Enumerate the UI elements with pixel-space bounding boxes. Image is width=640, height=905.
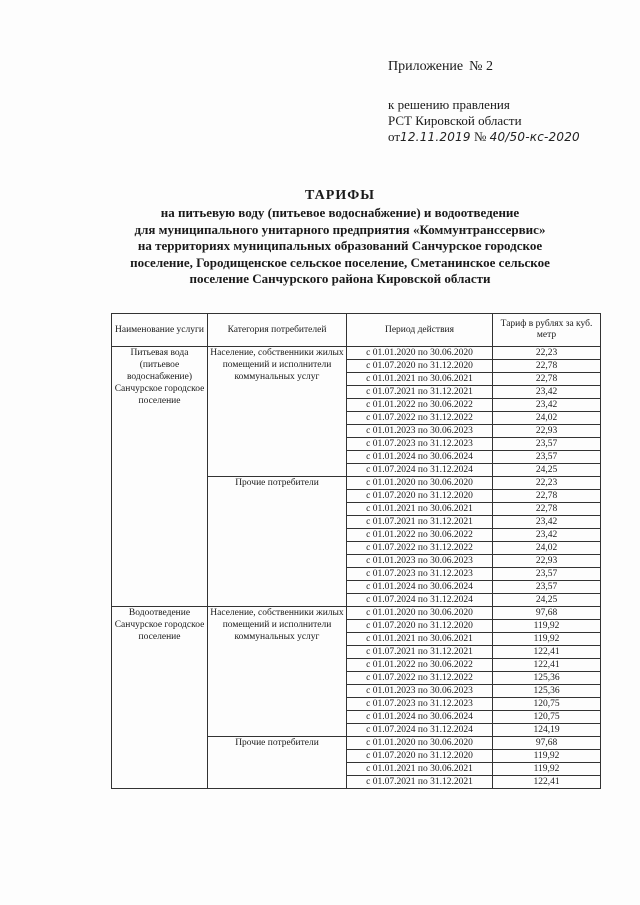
period-cell: с 01.01.2020 по 30.06.2020 (347, 477, 493, 490)
period-cell: с 01.07.2023 по 31.12.2023 (347, 698, 493, 711)
subtitle-line-3: на территориях муниципальных образований Санчурское городское (137, 238, 543, 253)
appendix-word: Приложение (388, 59, 464, 74)
service-name-cell: Питьевая вода (питьевое водоснабжение) Санчурское городское поселение (112, 347, 208, 607)
tariff-cell: 125,36 (493, 672, 601, 685)
tariff-cell: 22,78 (493, 490, 601, 503)
period-cell: с 01.01.2020 по 30.06.2020 (347, 737, 493, 750)
tariff-cell: 97,68 (493, 737, 601, 750)
period-cell: с 01.07.2022 по 31.12.2022 (347, 542, 493, 555)
period-cell: с 01.01.2021 по 30.06.2021 (347, 503, 493, 516)
period-cell: с 01.01.2021 по 30.06.2021 (347, 373, 493, 386)
tariff-cell: 23,57 (493, 438, 601, 451)
tariff-cell: 23,57 (493, 451, 601, 464)
tariff-cell: 22,23 (493, 477, 601, 490)
period-cell: с 01.07.2024 по 31.12.2024 (347, 724, 493, 737)
tariff-cell: 22,78 (493, 503, 601, 516)
period-cell: с 01.01.2021 по 30.06.2021 (347, 633, 493, 646)
period-cell: с 01.01.2024 по 30.06.2024 (347, 711, 493, 724)
tariff-cell: 122,41 (493, 646, 601, 659)
title-block (70, 187, 610, 288)
period-cell: с 01.07.2020 по 31.12.2020 (347, 620, 493, 633)
tariff-cell: 120,75 (493, 698, 601, 711)
header-category: Категория потребителей (208, 314, 347, 347)
table-row (112, 607, 601, 620)
appendix-label (388, 58, 493, 76)
period-cell: с 01.07.2023 по 31.12.2023 (347, 568, 493, 581)
tariff-cell: 119,92 (493, 750, 601, 763)
period-cell: с 01.07.2021 по 31.12.2021 (347, 516, 493, 529)
period-cell: с 01.01.2023 по 30.06.2023 (347, 425, 493, 438)
period-cell: с 01.01.2022 по 30.06.2022 (347, 399, 493, 412)
appendix-number: № 2 (469, 59, 493, 74)
tariff-cell: 97,68 (493, 607, 601, 620)
tariff-cell: 23,42 (493, 386, 601, 399)
tariff-cell: 23,57 (493, 581, 601, 594)
decision-reference (388, 97, 580, 145)
period-cell: с 01.07.2021 по 31.12.2021 (347, 386, 493, 399)
tariff-cell: 23,42 (493, 516, 601, 529)
table-row (112, 347, 601, 360)
tariff-cell: 24,02 (493, 412, 601, 425)
period-cell: с 01.07.2021 по 31.12.2021 (347, 646, 493, 659)
category-name-cell: Прочие потребители (208, 737, 347, 789)
decision-line-2: РСТ Кировской области (388, 113, 522, 128)
document-title: ТАРИФЫ (305, 188, 375, 203)
period-cell: с 01.01.2022 по 30.06.2022 (347, 529, 493, 542)
tariff-cell: 119,92 (493, 620, 601, 633)
tariff-cell: 120,75 (493, 711, 601, 724)
period-cell: с 01.07.2024 по 31.12.2024 (347, 464, 493, 477)
period-cell: с 01.07.2020 по 31.12.2020 (347, 360, 493, 373)
subtitle-line-2: для муниципального унитарного предприятия «Коммунтранссервис» (134, 221, 546, 237)
category-name-cell: Население, собственники жилых помещений и исполнители коммунальных услуг (208, 607, 347, 737)
tariff-cell: 119,92 (493, 633, 601, 646)
period-cell: с 01.01.2021 по 30.06.2021 (347, 763, 493, 776)
period-cell: с 01.01.2020 по 30.06.2020 (347, 347, 493, 360)
tariff-cell: 125,36 (493, 685, 601, 698)
tariff-cell: 119,92 (493, 763, 601, 776)
subtitle-line-1: на питьевую воду (питьевое водоснабжение) и водоотведение (160, 205, 520, 220)
tariffs-table (111, 313, 601, 789)
period-cell: с 01.01.2023 по 30.06.2023 (347, 685, 493, 698)
handwritten-date: 12.11.2019 (400, 130, 471, 144)
period-cell: с 01.01.2024 по 30.06.2024 (347, 451, 493, 464)
tariff-cell: 24,02 (493, 542, 601, 555)
period-cell: с 01.01.2022 по 30.06.2022 (347, 659, 493, 672)
decision-line-3 (388, 129, 580, 145)
decision-prefix: от (388, 129, 401, 144)
period-cell: с 01.07.2022 по 31.12.2022 (347, 672, 493, 685)
tariff-cell: 22,78 (493, 373, 601, 386)
category-name-cell: Прочие потребители (208, 477, 347, 607)
header-period: Период действия (347, 314, 493, 347)
category-name-cell: Население, собственники жилых помещений и исполнители коммунальных услуг (208, 347, 347, 477)
period-cell: с 01.01.2023 по 30.06.2023 (347, 555, 493, 568)
header-service: Наименование услуги (112, 314, 208, 347)
tariff-cell: 23,42 (493, 399, 601, 412)
tariff-cell: 23,42 (493, 529, 601, 542)
service-name-cell: Водоотведение Санчурское городское поселение (112, 607, 208, 789)
tariff-cell: 122,41 (493, 659, 601, 672)
subtitle-line-5: поселение Санчурского района Кировской области (189, 271, 491, 286)
decision-line-1: к решению правления (388, 97, 510, 112)
period-cell: с 01.07.2021 по 31.12.2021 (347, 776, 493, 789)
tariff-cell: 23,57 (493, 568, 601, 581)
period-cell: с 01.07.2022 по 31.12.2022 (347, 412, 493, 425)
tariff-cell: 122,41 (493, 776, 601, 789)
handwritten-number: 40/50-кс-2020 (489, 130, 580, 144)
tariff-cell: 124,19 (493, 724, 601, 737)
tariff-cell: 22,78 (493, 360, 601, 373)
table-header-row (112, 314, 601, 347)
tariffs-table-body (112, 347, 601, 789)
period-cell: с 01.01.2020 по 30.06.2020 (347, 607, 493, 620)
period-cell: с 01.07.2024 по 31.12.2024 (347, 594, 493, 607)
period-cell: с 01.07.2020 по 31.12.2020 (347, 490, 493, 503)
tariff-cell: 24,25 (493, 464, 601, 477)
header-tariff: Тариф в рублях за куб. метр (493, 314, 601, 347)
tariff-cell: 22,93 (493, 555, 601, 568)
period-cell: с 01.01.2024 по 30.06.2024 (347, 581, 493, 594)
tariff-cell: 24,25 (493, 594, 601, 607)
subtitle-line-4: поселение, Городищенское сельское поселение, Сметанинское сельское (130, 254, 550, 270)
tariff-cell: 22,23 (493, 347, 601, 360)
period-cell: с 01.07.2023 по 31.12.2023 (347, 438, 493, 451)
number-sign: № (473, 129, 487, 144)
tariff-cell: 22,93 (493, 425, 601, 438)
period-cell: с 01.07.2020 по 31.12.2020 (347, 750, 493, 763)
